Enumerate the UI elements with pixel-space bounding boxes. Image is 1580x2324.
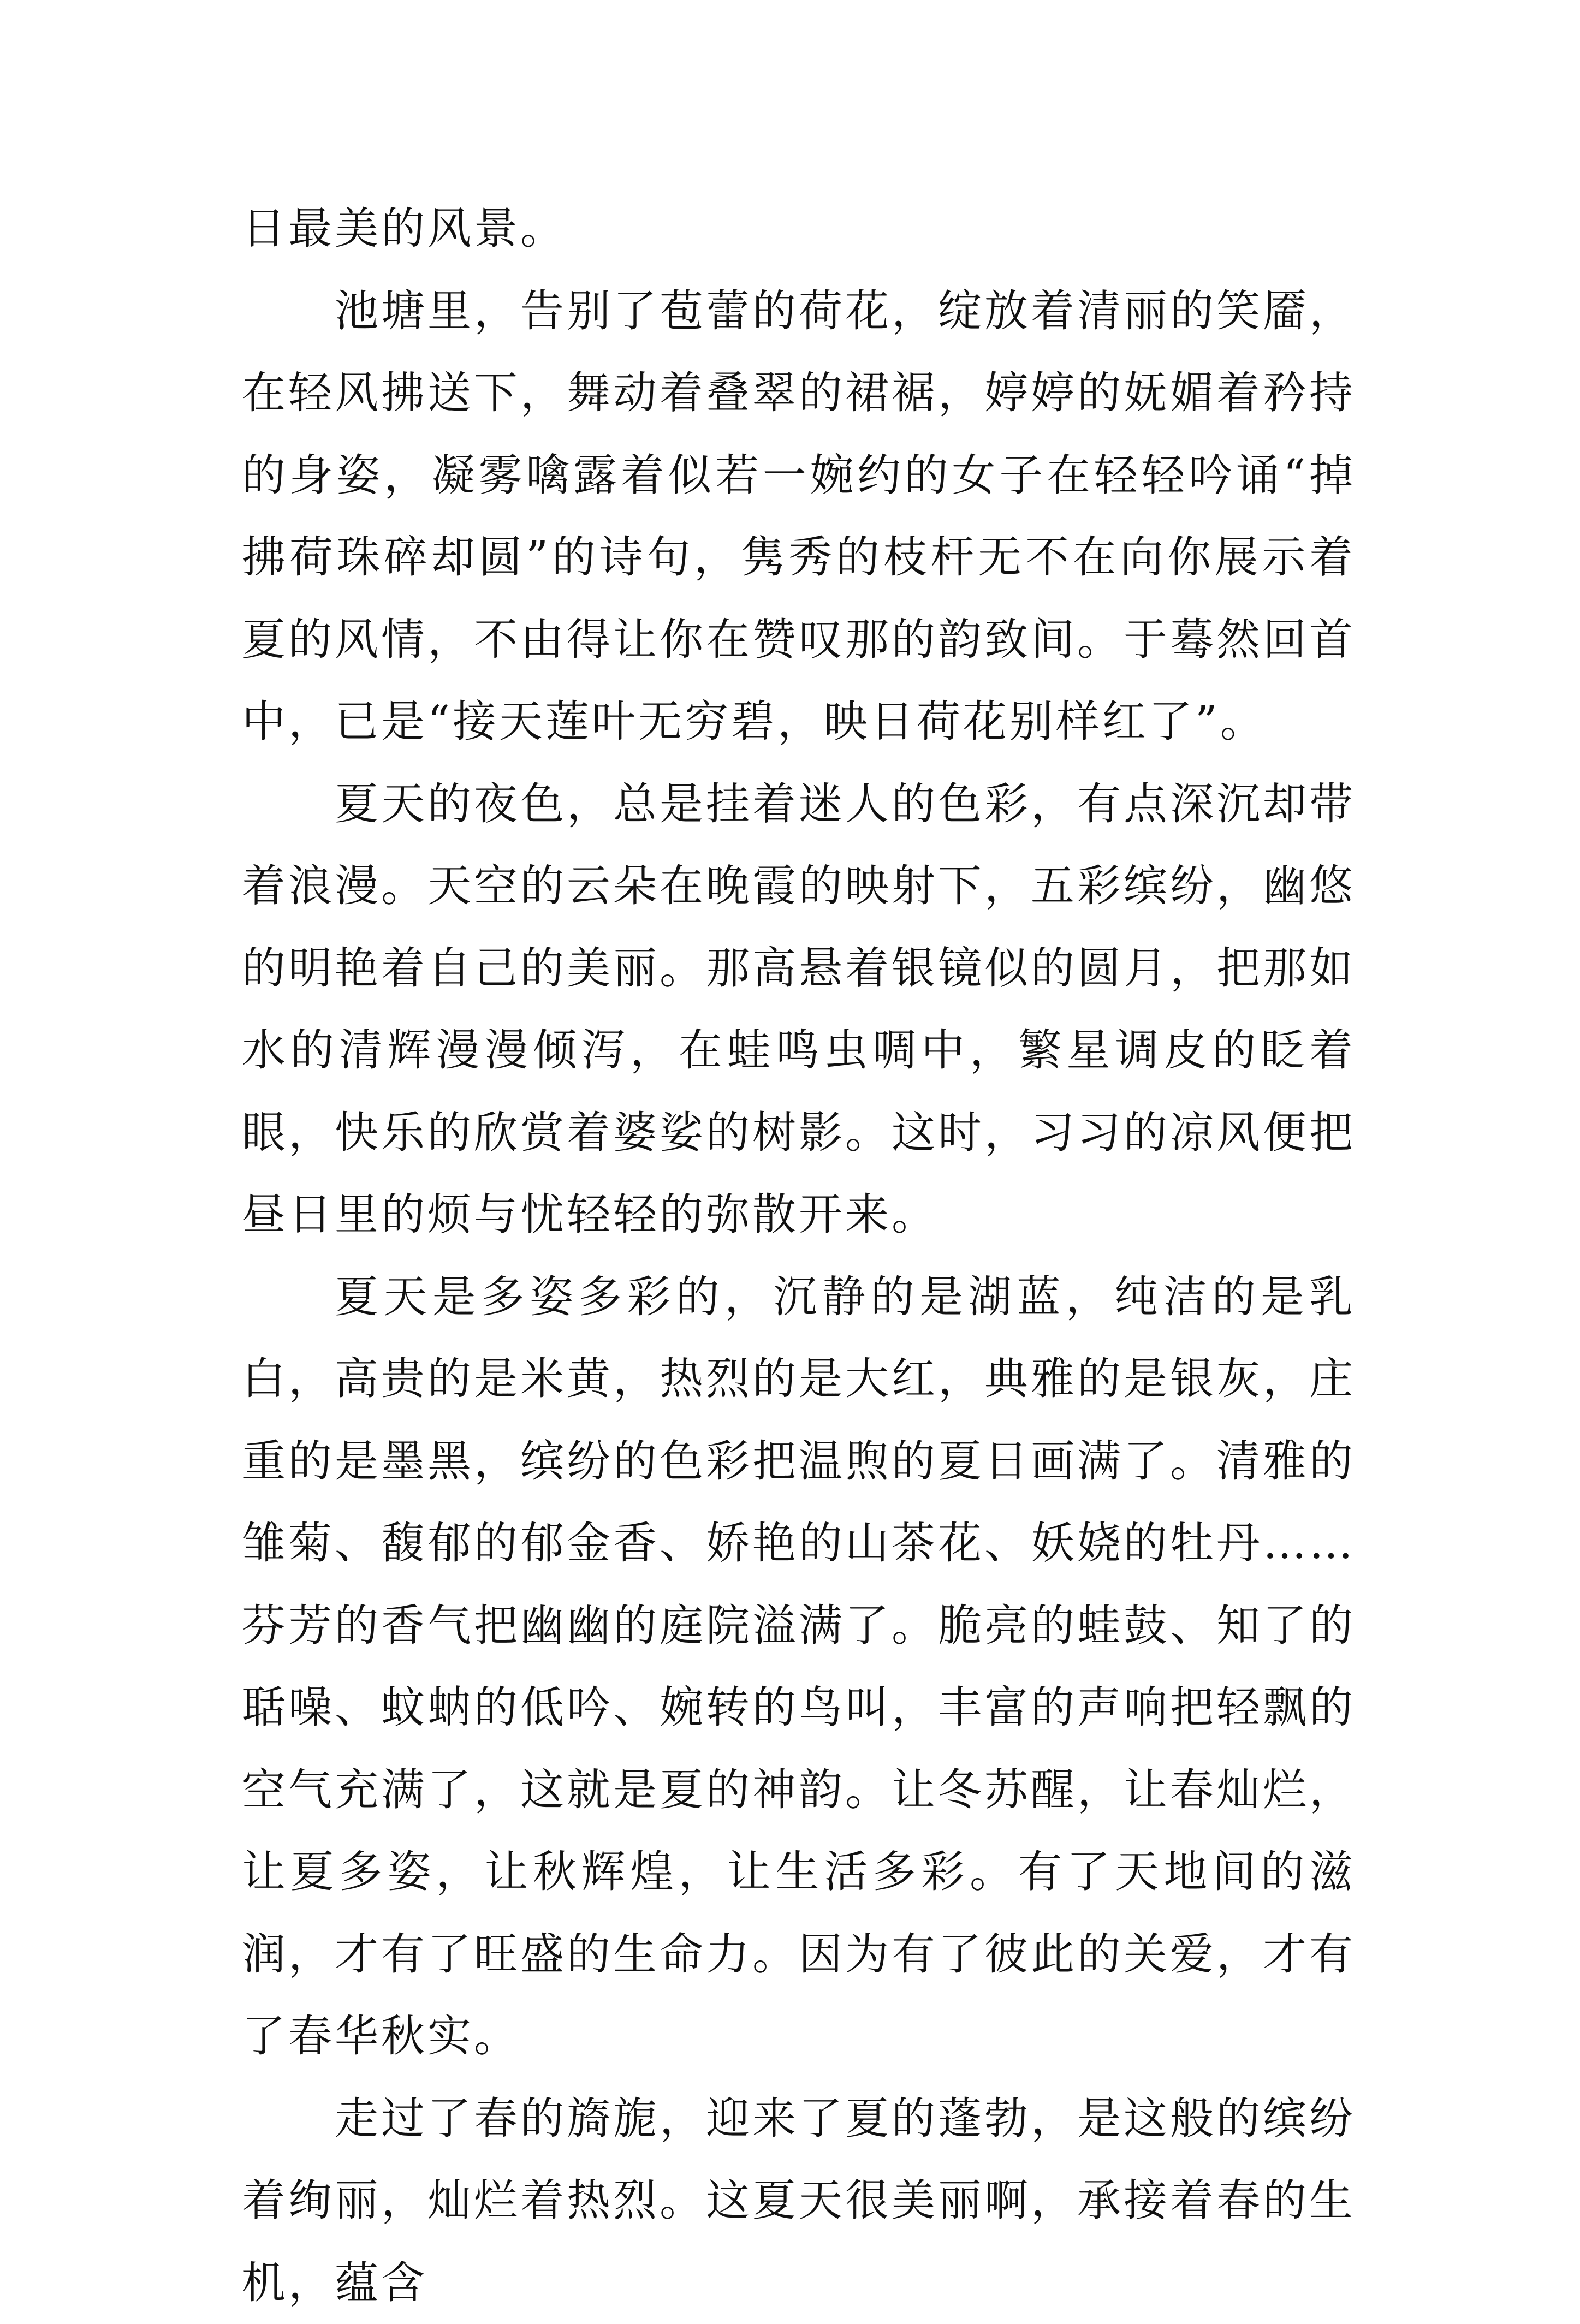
paragraph-lotus-pond: 池塘里，告别了苞蕾的荷花，绽放着清丽的笑靥，在轻风拂送下，舞动着叠翠的裙裾，婷婷的妩媚着矜持的身姿，凝雾噙露着似若一婉约的女子在轻轻吟诵“掉拂荷珠碎却圆”的诗句，隽秀的枝杆无不在向你展示着夏的风情，不由得让你在赞叹那的韵致间。于蓦然回首中，已是“接天莲叶无穷碧，映日荷花别样红了”。 (242, 270, 1356, 763)
paragraph-summer-night: 夏天的夜色，总是挂着迷人的色彩，有点深沉却带着浪漫。天空的云朵在晚霞的映射下，五彩缤纷，幽悠的明艳着自己的美丽。那高悬着银镜似的圆月，把那如水的清辉漫漫倾泻，在蛙鸣虫啁中，繁星调皮的眨着眼，快乐的欣赏着婆娑的树影。这时，习习的凉风便把昼日里的烦与忧轻轻的弥散开来。 (242, 763, 1356, 1256)
paragraph-spring-to-summer: 走过了春的旖旎，迎来了夏的蓬勃，是这般的缤纷着绚丽，灿烂着热烈。这夏天很美丽啊，承接着春的生机，蕴含 (242, 2078, 1356, 2324)
essay-body (242, 188, 1356, 2324)
paragraph-summer-colors: 夏天是多姿多彩的，沉静的是湖蓝，纯洁的是乳白，高贵的是米黄，热烈的是大红，典雅的是银灰，庄重的是墨黑，缤纷的色彩把温煦的夏日画满了。清雅的雏菊、馥郁的郁金香、娇艳的山茶花、妖娆的牡丹……芬芳的香气把幽幽的庭院溢满了。脆亮的蛙鼓、知了的聒噪、蚊蚋的低吟、婉转的鸟叫，丰富的声响把轻飘的空气充满了，这就是夏的神韵。让冬苏醒，让春灿烂，让夏多姿，让秋辉煌，让生活多彩。有了天地间的滋润，才有了旺盛的生命力。因为有了彼此的关爱，才有了春华秋实。 (242, 1256, 1356, 2078)
paragraph-continuation: 日最美的风景。 (242, 188, 1356, 270)
